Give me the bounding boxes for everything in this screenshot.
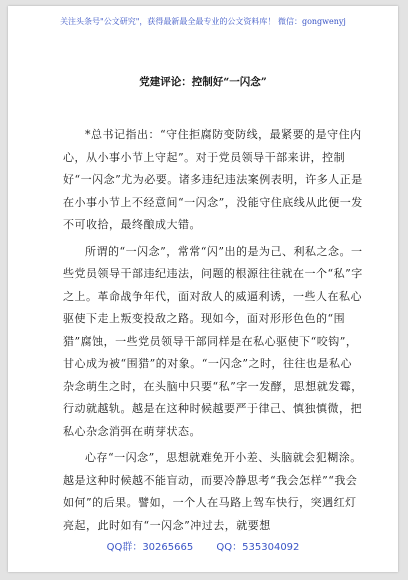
footer-qq-group: QQ群：30265665: [106, 542, 194, 553]
document-body: [63, 124, 363, 541]
paragraph: 心存“一闪念”，思想就难免开小差、头脑就会犯糊涂。越是这种时候越不能盲动，而要冷静思考“我会怎样”“我会如何”的后果。譬如，一个人在马路上驾车快行，突遇红灯亮起，此时如有“一闪念”冲过去，就要想: [63, 451, 362, 532]
paragraph: 所谓的“一闪念”，常常“闪”出的是为己、利私之念。一些党员领导干部违纪违法，问题的根源往往就在一个“私”字之上。革命战争年代，面对敌人的威逼利诱，一些人在私心驱使下走上叛变投敌之路。现如今，面对形形色色的“围猎”腐蚀，一些党员领导干部同样是在私心驱使下“咬钩”，甘心成为被“围猎”的对象。“一闪念”之时，往往也是私心杂念萌生之时，在头脑中只要“私”字一发酵，思想就发霉，行动就越轨。越是在这种时候越要严于律己、慎独慎微，把私心杂念消弭在萌芽状态。: [63, 244, 363, 438]
paragraph: *总书记指出：“守住拒腐防变防线，最紧要的是守住内心，从小事小节上守起”。对于党员领导干部来讲，控制好“一闪念”尤为必要。诸多违纪违法案例表明，许多人正是在小事小节上不经意间“一闪念”，没能守住底线从此便一发不可收拾，最终酿成大错。: [63, 128, 363, 231]
footer-contact: [8, 538, 398, 553]
document-page: [8, 6, 398, 572]
footer-qq: QQ：535304092: [216, 542, 300, 553]
header-promo: 关注头条号"公文研究"，获得最新最全最专业的公文资料库！ 微信：gongwenyj: [60, 17, 346, 26]
document-title: 党建评论：控制好“一闪念”: [139, 76, 267, 88]
